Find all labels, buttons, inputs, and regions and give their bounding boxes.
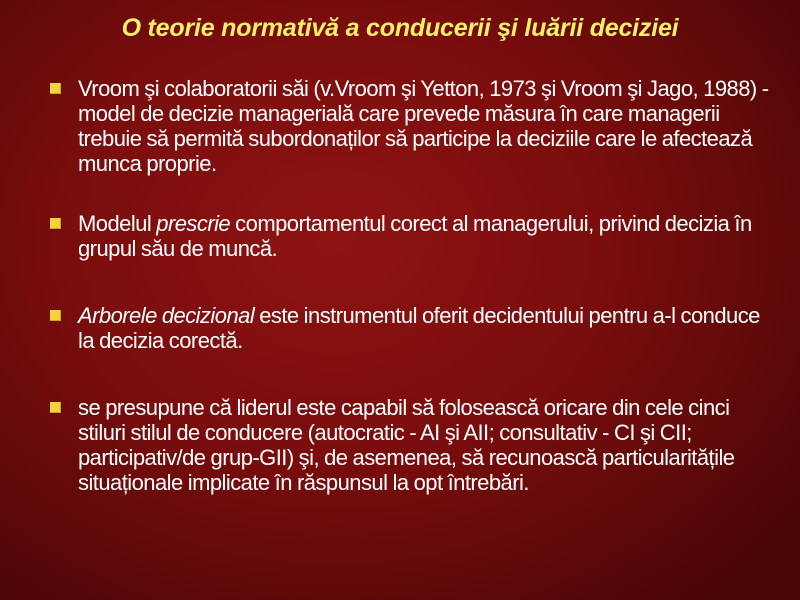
bullet-emphasis: Arborele decizional [78,303,255,328]
bullet-item [50,303,770,353]
bullet-list [50,76,770,495]
bullet-item [50,76,770,176]
square-bullet-icon [50,218,61,229]
bullet-emphasis: prescrie [156,211,231,236]
slide-title: O teorie normativă a conducerii şi luării deciziei [121,14,679,42]
square-bullet-icon [50,83,61,94]
bullet-item [50,395,770,495]
bullet-text-suffix: este instrumentul oferit decidentului pentru a-l conduce la decizia corectă. [78,303,760,353]
square-bullet-icon [50,310,61,321]
bullet-text-suffix: comportamentul corect al managerului, privind decizia în grupul său de muncă. [78,211,752,261]
bullet-item [50,211,770,261]
square-bullet-icon [50,402,61,413]
bullet-text: se presupune că liderul este capabil să folosească oricare din cele cinci stiluri stilul de conducere (autocratic - AI şi AII; consultativ - CI şi CII; participativ/de grup-GII) şi, de asemenea, să recunoască particularitățile situaționale implicate în răspunsul la opt întrebări. [78,395,735,495]
bullet-text: Vroom şi colaboratorii săi (v.Vroom şi Yetton, 1973 şi Vroom şi Jago, 1988) - model de decizie managerială care prevede măsura în care managerii trebuie să permită subordonaților să participe la deciziile care le afectează munca proprie. [78,76,769,176]
bullet-text-prefix: Modelul [78,211,157,236]
